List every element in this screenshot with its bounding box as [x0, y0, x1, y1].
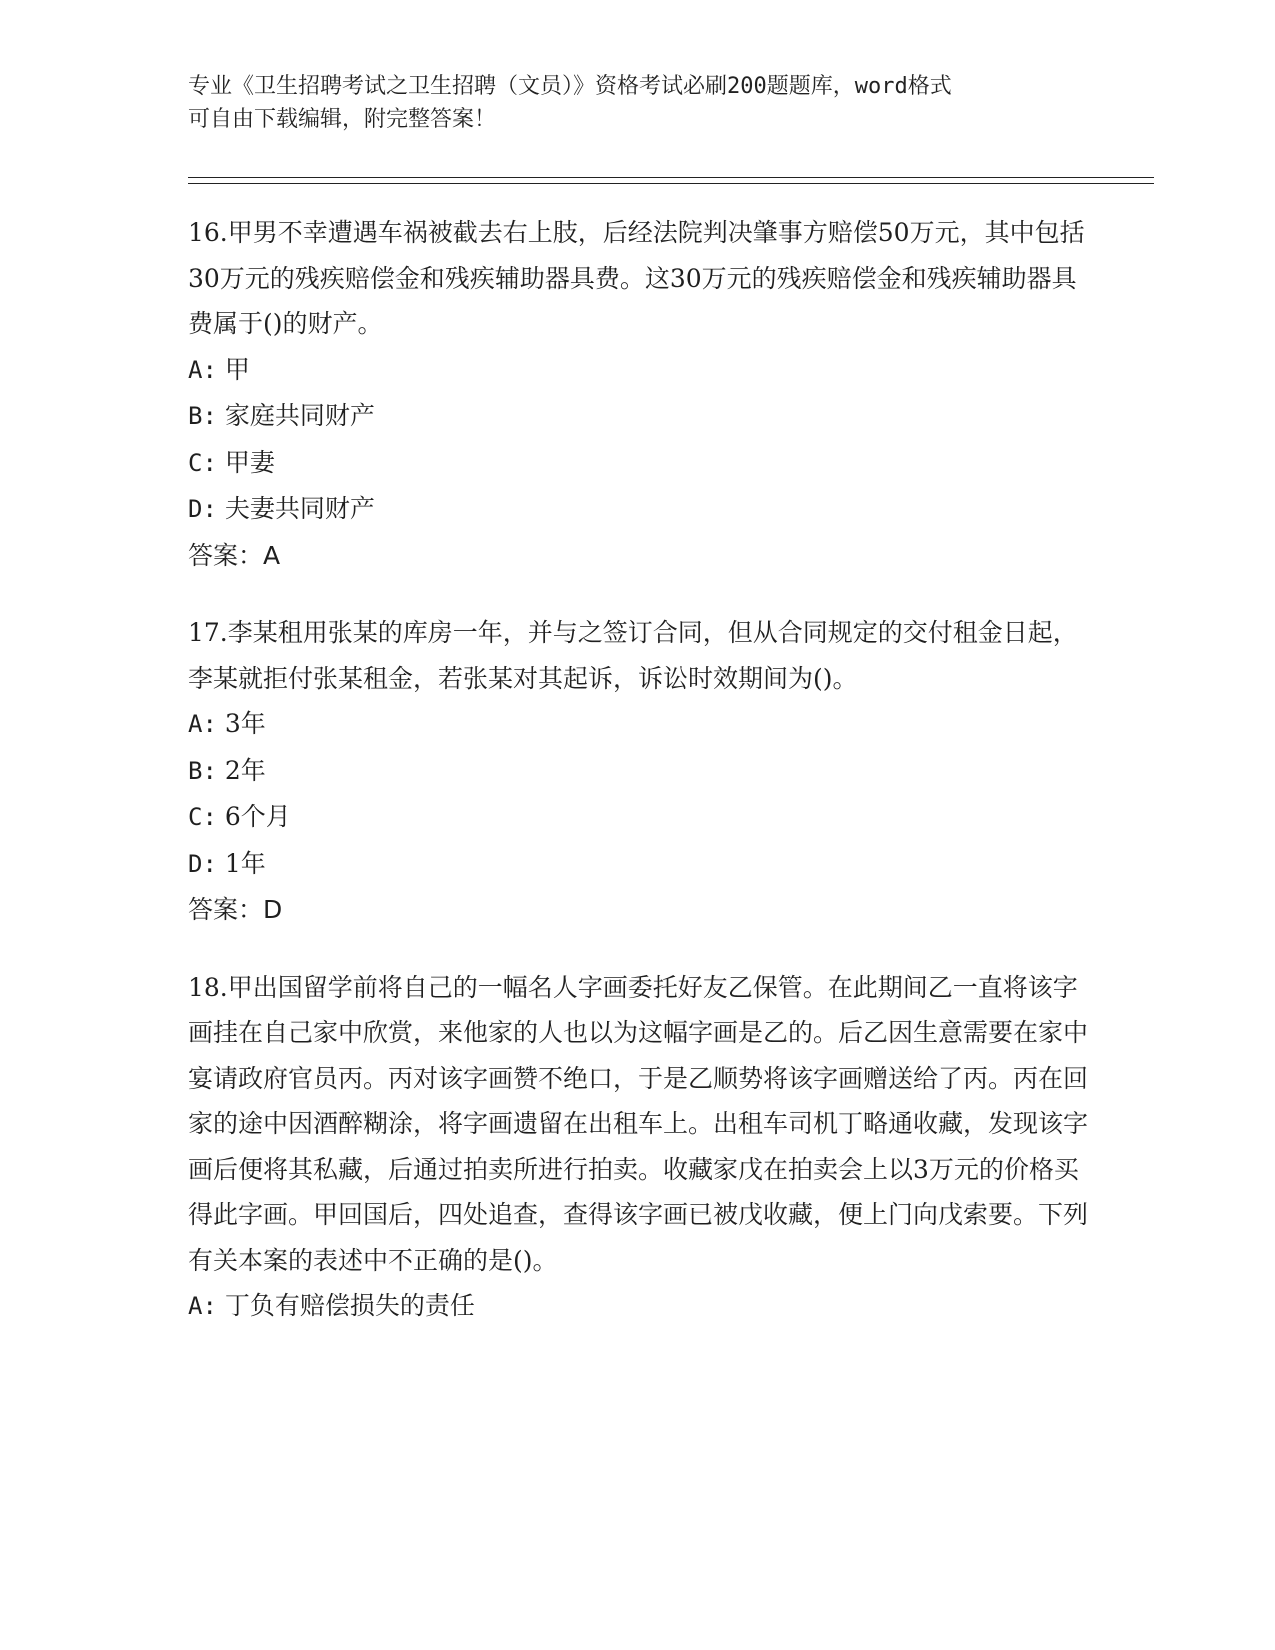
- question-stem: 17.李某租用张某的库房一年，并与之签订合同，但从合同规定的交付租金日起，李某就拒付张某租金，若张某对其起诉，诉讼时效期间为()。: [188, 618, 1078, 693]
- question-18: [188, 965, 1088, 1330]
- option-text: 2年: [224, 755, 266, 785]
- header-line-2: 可自由下载编辑，附完整答案！: [188, 107, 497, 132]
- option-letter: A:: [188, 1292, 217, 1320]
- option-letter: B:: [188, 402, 217, 430]
- answer-line: 答案：A: [188, 540, 281, 570]
- option-text: 甲: [224, 354, 250, 384]
- option-letter: A:: [188, 355, 217, 384]
- document-header: [188, 70, 1088, 136]
- option-letter: B:: [188, 756, 217, 785]
- option-a: [188, 347, 1088, 394]
- option-letter: A:: [188, 710, 217, 738]
- option-d: [188, 486, 1088, 533]
- header-divider-bottom: [188, 183, 1154, 184]
- option-b: [188, 393, 1088, 440]
- header-line-1: 专业《卫生招聘考试之卫生招聘（文员）》资格考试必刷200题题库，word格式: [188, 74, 952, 99]
- option-text: 丁负有赔偿损失的责任: [224, 1291, 475, 1320]
- question-stem: 18.甲出国留学前将自己的一幅名人字画委托好友乙保管。在此期间乙一直将该字画挂在自己家中欣赏，来他家的人也以为这幅字画是乙的。后乙因生意需要在家中宴请政府官员丙。丙对该字画赞不绝口，于是乙顺势将该字画赠送给了丙。丙在回家的途中因酒醉糊涂，将字画遗留在出租车上。出租车司机丁略通收藏，发现该字画后便将其私藏，后通过拍卖所进行拍卖。收藏家戊在拍卖会上以3万元的价格买得此字画。甲回国后，四处追查，查得该字画已被戊收藏，便上门向戊索要。下列有关本案的表述中不正确的是()。: [188, 972, 1089, 1275]
- option-text: 6个月: [224, 802, 291, 831]
- question-stem: 16.甲男不幸遭遇车祸被截去右上肢，后经法院判决肇事方赔偿50万元，其中包括30万元的残疾赔偿金和残疾辅助器具费。这30万元的残疾赔偿金和残疾辅助器具费属于()的财产。: [188, 218, 1085, 338]
- option-a: [188, 1283, 1088, 1330]
- option-text: 夫妻共同财产: [224, 494, 375, 523]
- option-c: [188, 440, 1088, 487]
- option-a: [188, 701, 1088, 748]
- option-text: 1年: [224, 848, 266, 878]
- option-letter: D:: [188, 849, 217, 878]
- question-17: [188, 610, 1088, 933]
- option-letter: C:: [188, 448, 217, 477]
- answer-line: 答案：D: [188, 895, 283, 924]
- option-b: [188, 748, 1088, 795]
- header-divider-top: [188, 177, 1154, 178]
- option-c: [188, 794, 1088, 841]
- question-list: [188, 210, 1088, 1362]
- option-d: [188, 841, 1088, 888]
- option-letter: D:: [188, 495, 217, 523]
- question-16: [188, 210, 1088, 578]
- option-text: 3年: [224, 709, 266, 738]
- option-letter: C:: [188, 803, 217, 831]
- option-text: 甲妻: [224, 447, 275, 477]
- option-text: 家庭共同财产: [224, 401, 375, 430]
